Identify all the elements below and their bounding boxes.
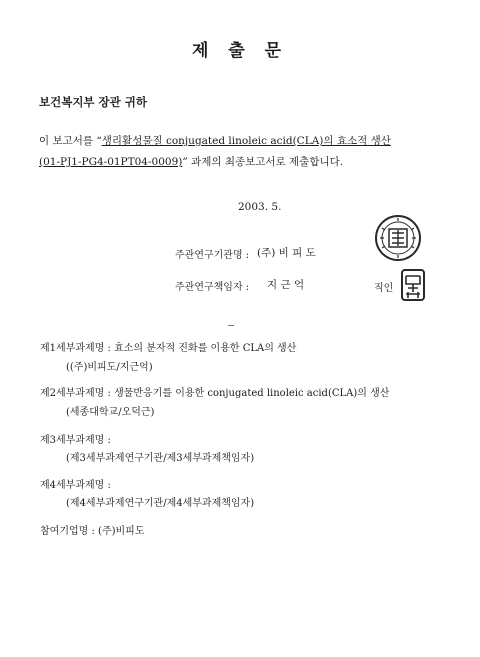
task-1-name: 효소의 분자적 진화를 이용한 CLA의 생산 xyxy=(114,343,297,354)
institution-label: 주관연구기관명 : xyxy=(175,250,250,261)
task-3-org: (제3세부과제연구기관/제3세부과제책임자) xyxy=(66,453,255,464)
task-4-line xyxy=(40,476,111,491)
task-4-org: (제4세부과제연구기관/제4세부과제책임자) xyxy=(66,498,255,509)
task-2-line xyxy=(40,384,389,399)
intro-line-2 xyxy=(39,154,343,169)
submission-date: 2003. 5. xyxy=(238,201,282,213)
participant-label: 참여기업명 : xyxy=(40,526,95,537)
task-3-line xyxy=(40,431,111,446)
task-1-label: 제1세부과제명 : xyxy=(40,343,111,354)
personal-seal-stamp xyxy=(400,268,426,302)
task-4-label: 제4세부과제명 : xyxy=(40,480,111,491)
page-mark xyxy=(228,325,234,326)
participant-line xyxy=(40,522,145,537)
intro-line-1 xyxy=(39,133,391,148)
recipient-line: 보건복지부 장관 귀하 xyxy=(39,95,147,109)
participant-value: (주)비피도 xyxy=(98,526,145,537)
intro-prefix: 이 보고서를 “ xyxy=(39,135,102,147)
researcher-value: 지 근 억 xyxy=(267,279,305,291)
task-2-label: 제2세부과제명 : xyxy=(40,388,111,399)
report-title: 생리활성물질 conjugated linoleic acid(CLA)의 효소적 생산 xyxy=(101,135,391,147)
intro-suffix: ” 과제의 최종보고서로 제출합니다. xyxy=(182,156,344,168)
task-1-line xyxy=(40,339,296,354)
researcher-label: 주관연구책임자 : xyxy=(175,282,250,293)
page-title: 제 출 문 xyxy=(191,41,289,61)
institution-value: (주) 비 피 도 xyxy=(257,247,316,259)
company-seal-stamp xyxy=(374,214,422,262)
task-1-org: ((주)비피도/지근억) xyxy=(66,362,153,373)
task-2-org: (세종대학교/오덕근) xyxy=(66,407,155,418)
task-2-name: 생물반응기를 이용한 conjugated linoleic acid(CLA)의 생산 xyxy=(114,388,390,399)
seal-label: 직인 xyxy=(374,283,394,294)
project-number: (01-PJ1-PG4-01PT04-0009) xyxy=(39,156,183,168)
task-3-label: 제3세부과제명 : xyxy=(40,435,111,446)
